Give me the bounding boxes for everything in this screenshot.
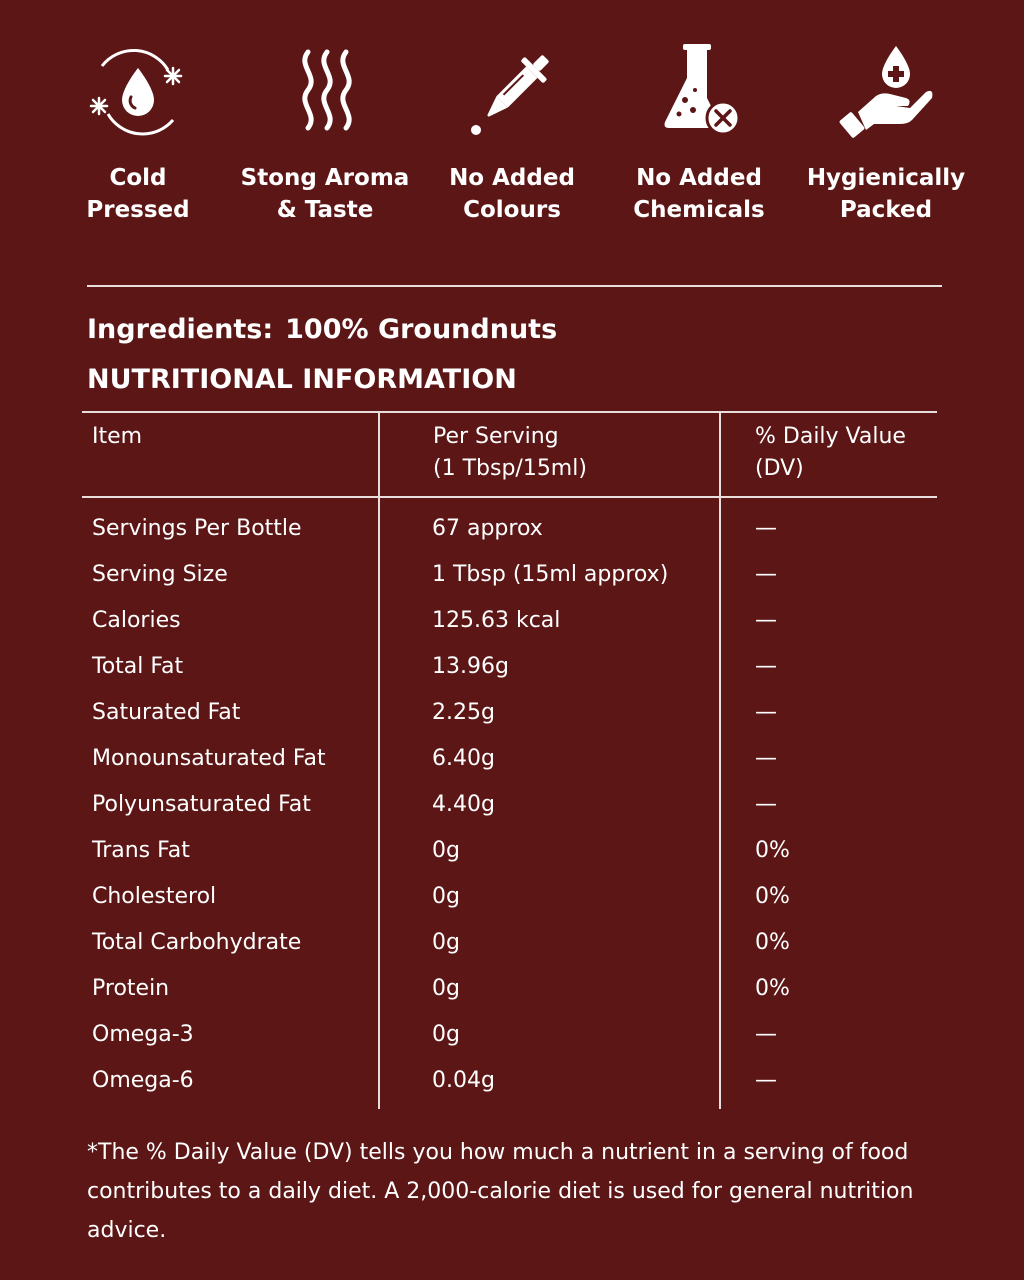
row-item: Polyunsaturated Fat bbox=[92, 792, 311, 817]
row-daily-value: — bbox=[755, 516, 777, 541]
table-row bbox=[82, 690, 937, 736]
table-row bbox=[82, 736, 937, 782]
table-row bbox=[82, 782, 937, 828]
feature-hygienic bbox=[798, 42, 974, 226]
row-daily-value: — bbox=[755, 746, 777, 771]
table-row bbox=[82, 828, 937, 874]
row-daily-value: — bbox=[755, 562, 777, 587]
header-dv-line1: % Daily Value bbox=[755, 424, 906, 449]
row-item: Omega-6 bbox=[92, 1068, 194, 1093]
row-per-serving: 4.40g bbox=[432, 792, 495, 817]
row-daily-value: — bbox=[755, 1022, 777, 1047]
row-per-serving: 0g bbox=[432, 1022, 460, 1047]
cold-pressed-drop-icon bbox=[88, 42, 188, 142]
row-daily-value: 0% bbox=[755, 884, 790, 909]
ingredients-line bbox=[87, 308, 557, 352]
row-per-serving: 0.04g bbox=[432, 1068, 495, 1093]
row-per-serving: 0g bbox=[432, 838, 460, 863]
header-item-label: Item bbox=[92, 424, 143, 449]
row-daily-value: — bbox=[755, 608, 777, 633]
footnote: *The % Daily Value (DV) tells you how much a nutrient in a serving of food contributes to a daily diet. A 2,000-calorie diet is used for general nutrition advice. bbox=[87, 1140, 914, 1243]
row-daily-value: — bbox=[755, 654, 777, 679]
row-daily-value: 0% bbox=[755, 976, 790, 1001]
row-item: Servings Per Bottle bbox=[92, 516, 302, 541]
feature-label-line2: Colours bbox=[463, 197, 561, 223]
row-per-serving: 0g bbox=[432, 930, 460, 955]
row-item: Cholesterol bbox=[92, 884, 217, 909]
header-per-serving bbox=[433, 421, 587, 485]
feature-aroma bbox=[237, 42, 413, 226]
row-daily-value: 0% bbox=[755, 930, 790, 955]
row-per-serving: 2.25g bbox=[432, 700, 495, 725]
feature-label-line1: Hygienically bbox=[806, 165, 966, 191]
section-divider bbox=[87, 285, 942, 287]
table-row bbox=[82, 644, 937, 690]
row-item: Omega-3 bbox=[92, 1022, 194, 1047]
table-row bbox=[82, 874, 937, 920]
feature-label-line2: Pressed bbox=[86, 197, 190, 223]
dropper-icon bbox=[462, 42, 562, 142]
ingredients-value: 100% Groundnuts bbox=[285, 314, 558, 345]
row-daily-value: — bbox=[755, 700, 777, 725]
row-item: Protein bbox=[92, 976, 170, 1001]
table-header-border bbox=[82, 496, 937, 498]
nutrition-title: NUTRITIONAL INFORMATION bbox=[87, 364, 517, 395]
row-per-serving: 13.96g bbox=[432, 654, 509, 679]
hand-drop-icon bbox=[836, 42, 936, 142]
table-row bbox=[82, 506, 937, 552]
row-daily-value: — bbox=[755, 1068, 777, 1093]
table-row bbox=[82, 1012, 937, 1058]
table-row bbox=[82, 598, 937, 644]
feature-no-colours bbox=[424, 42, 600, 226]
row-per-serving: 1 Tbsp (15ml approx) bbox=[432, 562, 669, 587]
header-per-serving-line2: (1 Tbsp/15ml) bbox=[433, 456, 587, 481]
row-item: Trans Fat bbox=[92, 838, 190, 863]
header-daily-value bbox=[755, 421, 906, 485]
flask-cross-icon bbox=[649, 42, 749, 142]
row-per-serving: 6.40g bbox=[432, 746, 495, 771]
row-item: Total Fat bbox=[92, 654, 184, 679]
feature-list bbox=[50, 42, 974, 226]
row-per-serving: 0g bbox=[432, 976, 460, 1001]
table-row bbox=[82, 920, 937, 966]
feature-label-line1: Stong Aroma bbox=[240, 165, 410, 191]
aroma-waves-icon bbox=[275, 42, 375, 142]
header-dv-line2: (DV) bbox=[755, 456, 804, 481]
feature-label-line2: & Taste bbox=[276, 197, 374, 223]
nutrition-table bbox=[82, 411, 937, 1109]
feature-label-line2: Chemicals bbox=[633, 197, 765, 223]
row-per-serving: 125.63 kcal bbox=[432, 608, 561, 633]
row-item: Total Carbohydrate bbox=[92, 930, 302, 955]
row-item: Monounsaturated Fat bbox=[92, 746, 326, 771]
row-item: Calories bbox=[92, 608, 181, 633]
feature-label-line2: Packed bbox=[839, 197, 933, 223]
table-row bbox=[82, 552, 937, 598]
feature-no-chemicals bbox=[611, 42, 787, 226]
feature-label-line1: No Added bbox=[449, 165, 575, 191]
table-row bbox=[82, 1058, 937, 1104]
header-item bbox=[92, 421, 142, 453]
header-per-serving-line1: Per Serving bbox=[433, 424, 559, 449]
row-per-serving: 0g bbox=[432, 884, 460, 909]
table-row bbox=[82, 966, 937, 1012]
feature-cold-pressed bbox=[50, 42, 226, 226]
feature-label-line1: No Added bbox=[636, 165, 762, 191]
ingredients-label: Ingredients: bbox=[87, 314, 274, 345]
table-body bbox=[82, 506, 937, 1104]
row-per-serving: 67 approx bbox=[432, 516, 543, 541]
row-item: Serving Size bbox=[92, 562, 228, 587]
feature-label-line1: Cold bbox=[109, 165, 167, 191]
row-item: Saturated Fat bbox=[92, 700, 241, 725]
row-daily-value: 0% bbox=[755, 838, 790, 863]
row-daily-value: — bbox=[755, 792, 777, 817]
table-top-border bbox=[82, 411, 937, 413]
